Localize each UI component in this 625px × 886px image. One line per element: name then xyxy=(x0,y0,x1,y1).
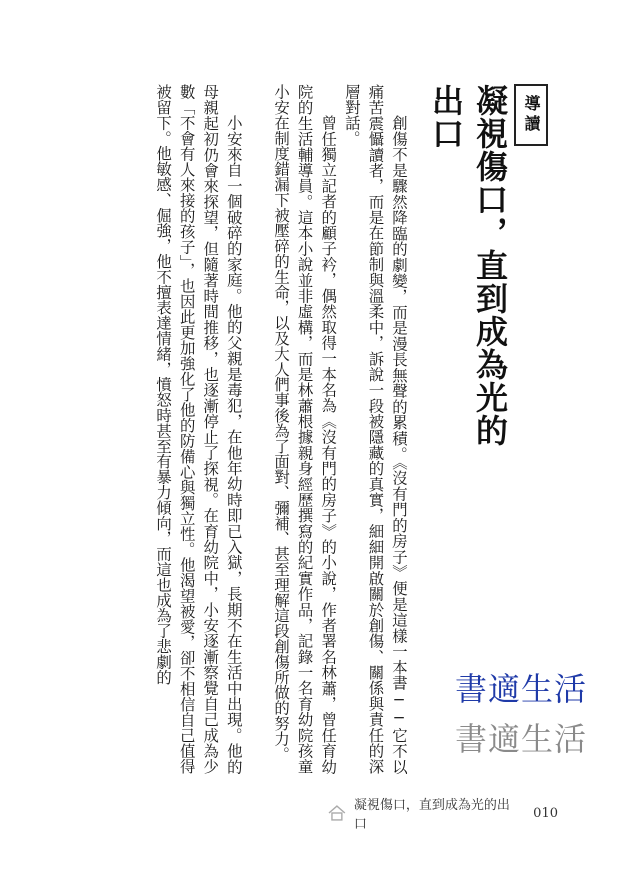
section-badge: 導讀 xyxy=(514,84,548,146)
chapter-title: 凝視傷口，直到成為光的出口 xyxy=(427,84,509,447)
watermark-secondary: 書適生活 xyxy=(455,720,588,758)
paragraph-1: 創傷不是驟然降臨的劇變，而是漫長無聲的累積。《沒有門的房子》便是這樣一本書──它不以痛苦震懾讀者，而是在節制與溫柔中，訴說一段被隱藏的真實，細細開啟關於創傷、關係與責任的深層對話。 xyxy=(342,84,408,774)
body-text xyxy=(100,84,410,774)
page-footer xyxy=(328,798,558,832)
running-title: 凝視傷口，直到成為光的出口 xyxy=(353,798,510,832)
house-icon xyxy=(328,805,346,821)
paragraph-2: 曾任獨立記者的顧子衿，偶然取得一本名為《沒有門的房子》的小說，作者署名林蕭，曾任育幼院的生活輔導員。這本小說並非虛構，而是林蕭根據親身經歷撰寫的紀實作品，記錄一名育幼院孩童小安在制度錯漏下被壓碎的生命，以及大人們事後為了面對、彌補、甚至理解這段創傷所做的努力。 xyxy=(272,84,338,774)
paragraph-3: 小安來自一個破碎的家庭。他的父親是毒犯，在他年幼時即已入獄，長期不在生活中出現。他的母親起初仍會來探望，但隨著時間推移，也逐漸停止了探視。在育幼院中，小安逐漸察覺自己成為少數「不會有人來接的孩子」，也因此更加強化了他的防備心與獨立性。他渴望被愛，卻不相信自己值得被留下。他敏感、倔強，他不擅表達情緒，憤怒時甚至有暴力傾向，而這也成為了悲劇的 xyxy=(154,84,243,774)
page-number: 010 xyxy=(533,805,558,821)
watermark-primary: 書適生活 xyxy=(455,670,588,708)
